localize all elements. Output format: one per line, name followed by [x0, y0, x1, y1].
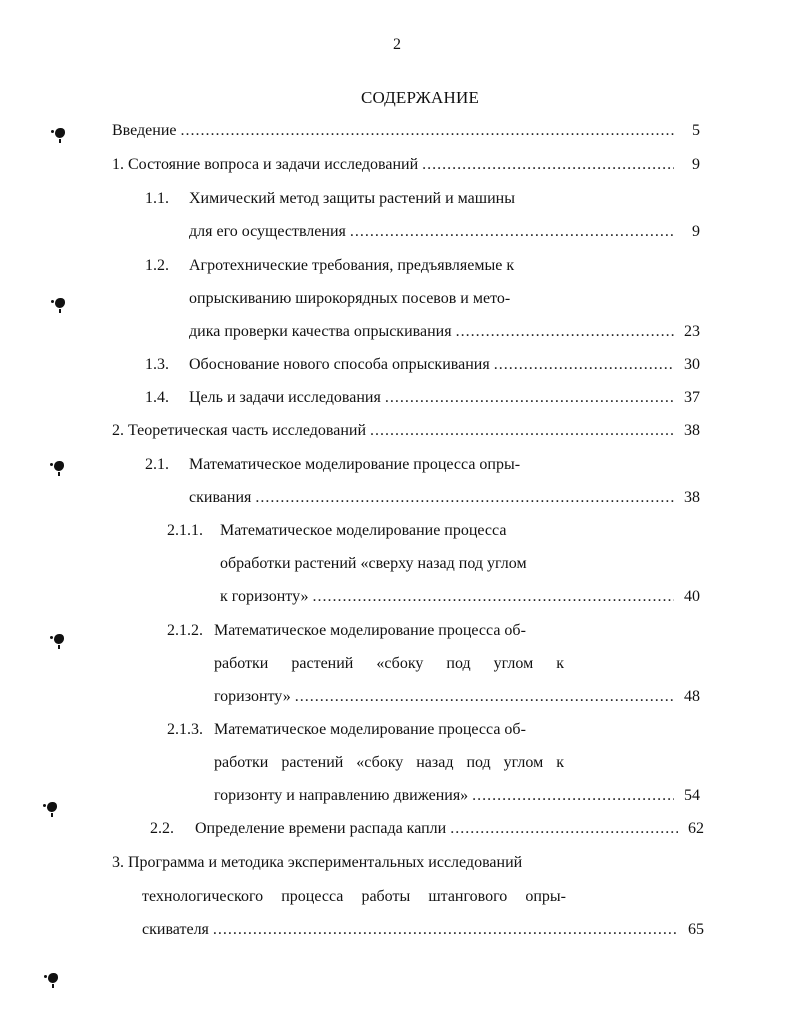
leader-dots	[312, 587, 674, 607]
toc-entry-2-2[interactable]	[150, 819, 704, 839]
toc-page: 5	[692, 122, 700, 139]
toc-label: Введение	[112, 122, 177, 139]
toc-page: 38	[684, 489, 700, 506]
toc-label: скивания	[189, 489, 252, 506]
word: к	[556, 655, 564, 672]
word: «сбоку	[356, 754, 404, 771]
word: процесса	[281, 888, 344, 905]
leader-dots	[494, 355, 674, 375]
binding-hole-mark	[48, 973, 58, 983]
toc-entry-2-1-3-line2	[214, 753, 564, 773]
toc-label: дика проверки качества опрыскивания	[189, 323, 452, 340]
toc-entry-1-3[interactable]	[145, 355, 700, 375]
toc-num: 2.2.	[150, 820, 174, 837]
toc-entry-1-1-num: 1.1.	[145, 190, 169, 207]
leader-dots	[255, 488, 674, 508]
word: углом	[493, 655, 534, 672]
binding-hole-mark	[55, 298, 65, 308]
toc-label: горизонту»	[214, 688, 291, 705]
toc-label: 2. Теоретическая часть исследований	[112, 422, 367, 439]
toc-entry-1[interactable]	[112, 155, 700, 175]
word: опры-	[525, 888, 566, 905]
toc-entry-2-1-1-line2: обработки растений «сверху назад под углом	[220, 555, 527, 572]
binding-hole-mark	[54, 461, 64, 471]
leader-dots	[422, 155, 674, 175]
toc-entry-1-2-num: 1.2.	[145, 257, 169, 274]
toc-entry-1-1-line1: Химический метод защиты растений и машины	[189, 190, 515, 207]
toc-entry-2-1-3-line1: Математическое моделирование процесса об-	[214, 721, 526, 738]
toc-entry-2-1-1-line1: Математическое моделирование процесса	[220, 522, 507, 539]
toc-page: 40	[684, 588, 700, 605]
toc-label: горизонту и направлению движения»	[214, 787, 469, 804]
toc-label: для его осуществления	[189, 223, 346, 240]
leader-dots	[181, 121, 675, 141]
word: под	[466, 754, 491, 771]
binding-hole-mark	[55, 128, 65, 138]
toc-entry-2-1-3-num: 2.1.3.	[167, 721, 203, 738]
toc-label: к горизонту»	[220, 588, 309, 605]
toc-entry-1-2[interactable]	[189, 322, 700, 342]
toc-entry-2-1-line1: Математическое моделирование процесса опры-	[189, 456, 521, 473]
toc-entry-2-1-1[interactable]	[220, 587, 700, 607]
toc-entry-2-1-2-line1: Математическое моделирование процесса об-	[214, 622, 526, 639]
toc-entry-2-1-3[interactable]	[214, 786, 700, 806]
toc-page: 30	[684, 356, 700, 373]
toc-page: 38	[684, 422, 700, 439]
word: растений	[281, 754, 344, 771]
toc-label: Определение времени распада капли	[195, 820, 447, 837]
leader-dots	[385, 388, 674, 408]
toc-label: скивателя	[142, 921, 209, 938]
toc-entry-2-1-1-num: 2.1.1.	[167, 522, 203, 539]
toc-entry-2-1-2-num: 2.1.2.	[167, 622, 203, 639]
toc-entry-2-1-num: 2.1.	[145, 456, 169, 473]
toc-entry-2-1-2[interactable]	[214, 687, 700, 707]
word: работки	[214, 655, 269, 672]
toc-label: 1. Состояние вопроса и задачи исследований	[112, 156, 419, 173]
word: «сбоку	[376, 655, 424, 672]
toc-num: 1.3.	[145, 356, 169, 373]
toc-entry-intro[interactable]	[112, 121, 700, 141]
word: штангового	[428, 888, 508, 905]
toc-page: 9	[692, 156, 700, 173]
toc-entry-2-1[interactable]	[189, 488, 700, 508]
word: к	[556, 754, 564, 771]
toc-entry-2-1-2-line2	[214, 654, 564, 674]
toc-page: 37	[684, 389, 700, 406]
toc-entry-3[interactable]	[142, 920, 704, 940]
toc-label: Цель и задачи исследования	[189, 389, 381, 406]
leader-dots	[472, 786, 674, 806]
word: назад	[416, 754, 454, 771]
toc-entry-1-2-line2: опрыскиванию широкорядных посевов и мето-	[189, 290, 511, 307]
toc-page: 65	[688, 921, 704, 938]
toc-entry-1-1[interactable]	[189, 222, 700, 242]
binding-hole-mark	[54, 634, 64, 644]
toc-entry-1-2-line1: Агротехнические требования, предъявляемые к	[189, 257, 515, 274]
leader-dots	[450, 819, 678, 839]
toc-page: 48	[684, 688, 700, 705]
word: углом	[503, 754, 544, 771]
word: растений	[291, 655, 354, 672]
toc-num: 1.4.	[145, 389, 169, 406]
toc-page: 9	[692, 223, 700, 240]
toc-entry-1-4[interactable]	[145, 388, 700, 408]
leader-dots	[456, 322, 674, 342]
leader-dots	[213, 920, 678, 940]
word: под	[446, 655, 471, 672]
word: работы	[361, 888, 411, 905]
leader-dots	[370, 421, 674, 441]
toc-page: 54	[684, 787, 700, 804]
leader-dots	[295, 687, 674, 707]
toc-entry-3-line1: 3. Программа и методика экспериментальных исследований	[112, 854, 523, 871]
word: технологического	[142, 888, 264, 905]
leader-dots	[350, 222, 674, 242]
toc-page: 23	[684, 323, 700, 340]
binding-hole-mark	[47, 802, 57, 812]
toc-page: 62	[688, 820, 704, 837]
toc-entry-3-line2	[142, 887, 566, 907]
toc-label: Обоснование нового способа опрыскивания	[189, 356, 490, 373]
page-number: 2	[393, 36, 401, 53]
toc-entry-2[interactable]	[112, 421, 700, 441]
page-title: СОДЕРЖАНИЕ	[360, 88, 480, 107]
word: работки	[214, 754, 269, 771]
